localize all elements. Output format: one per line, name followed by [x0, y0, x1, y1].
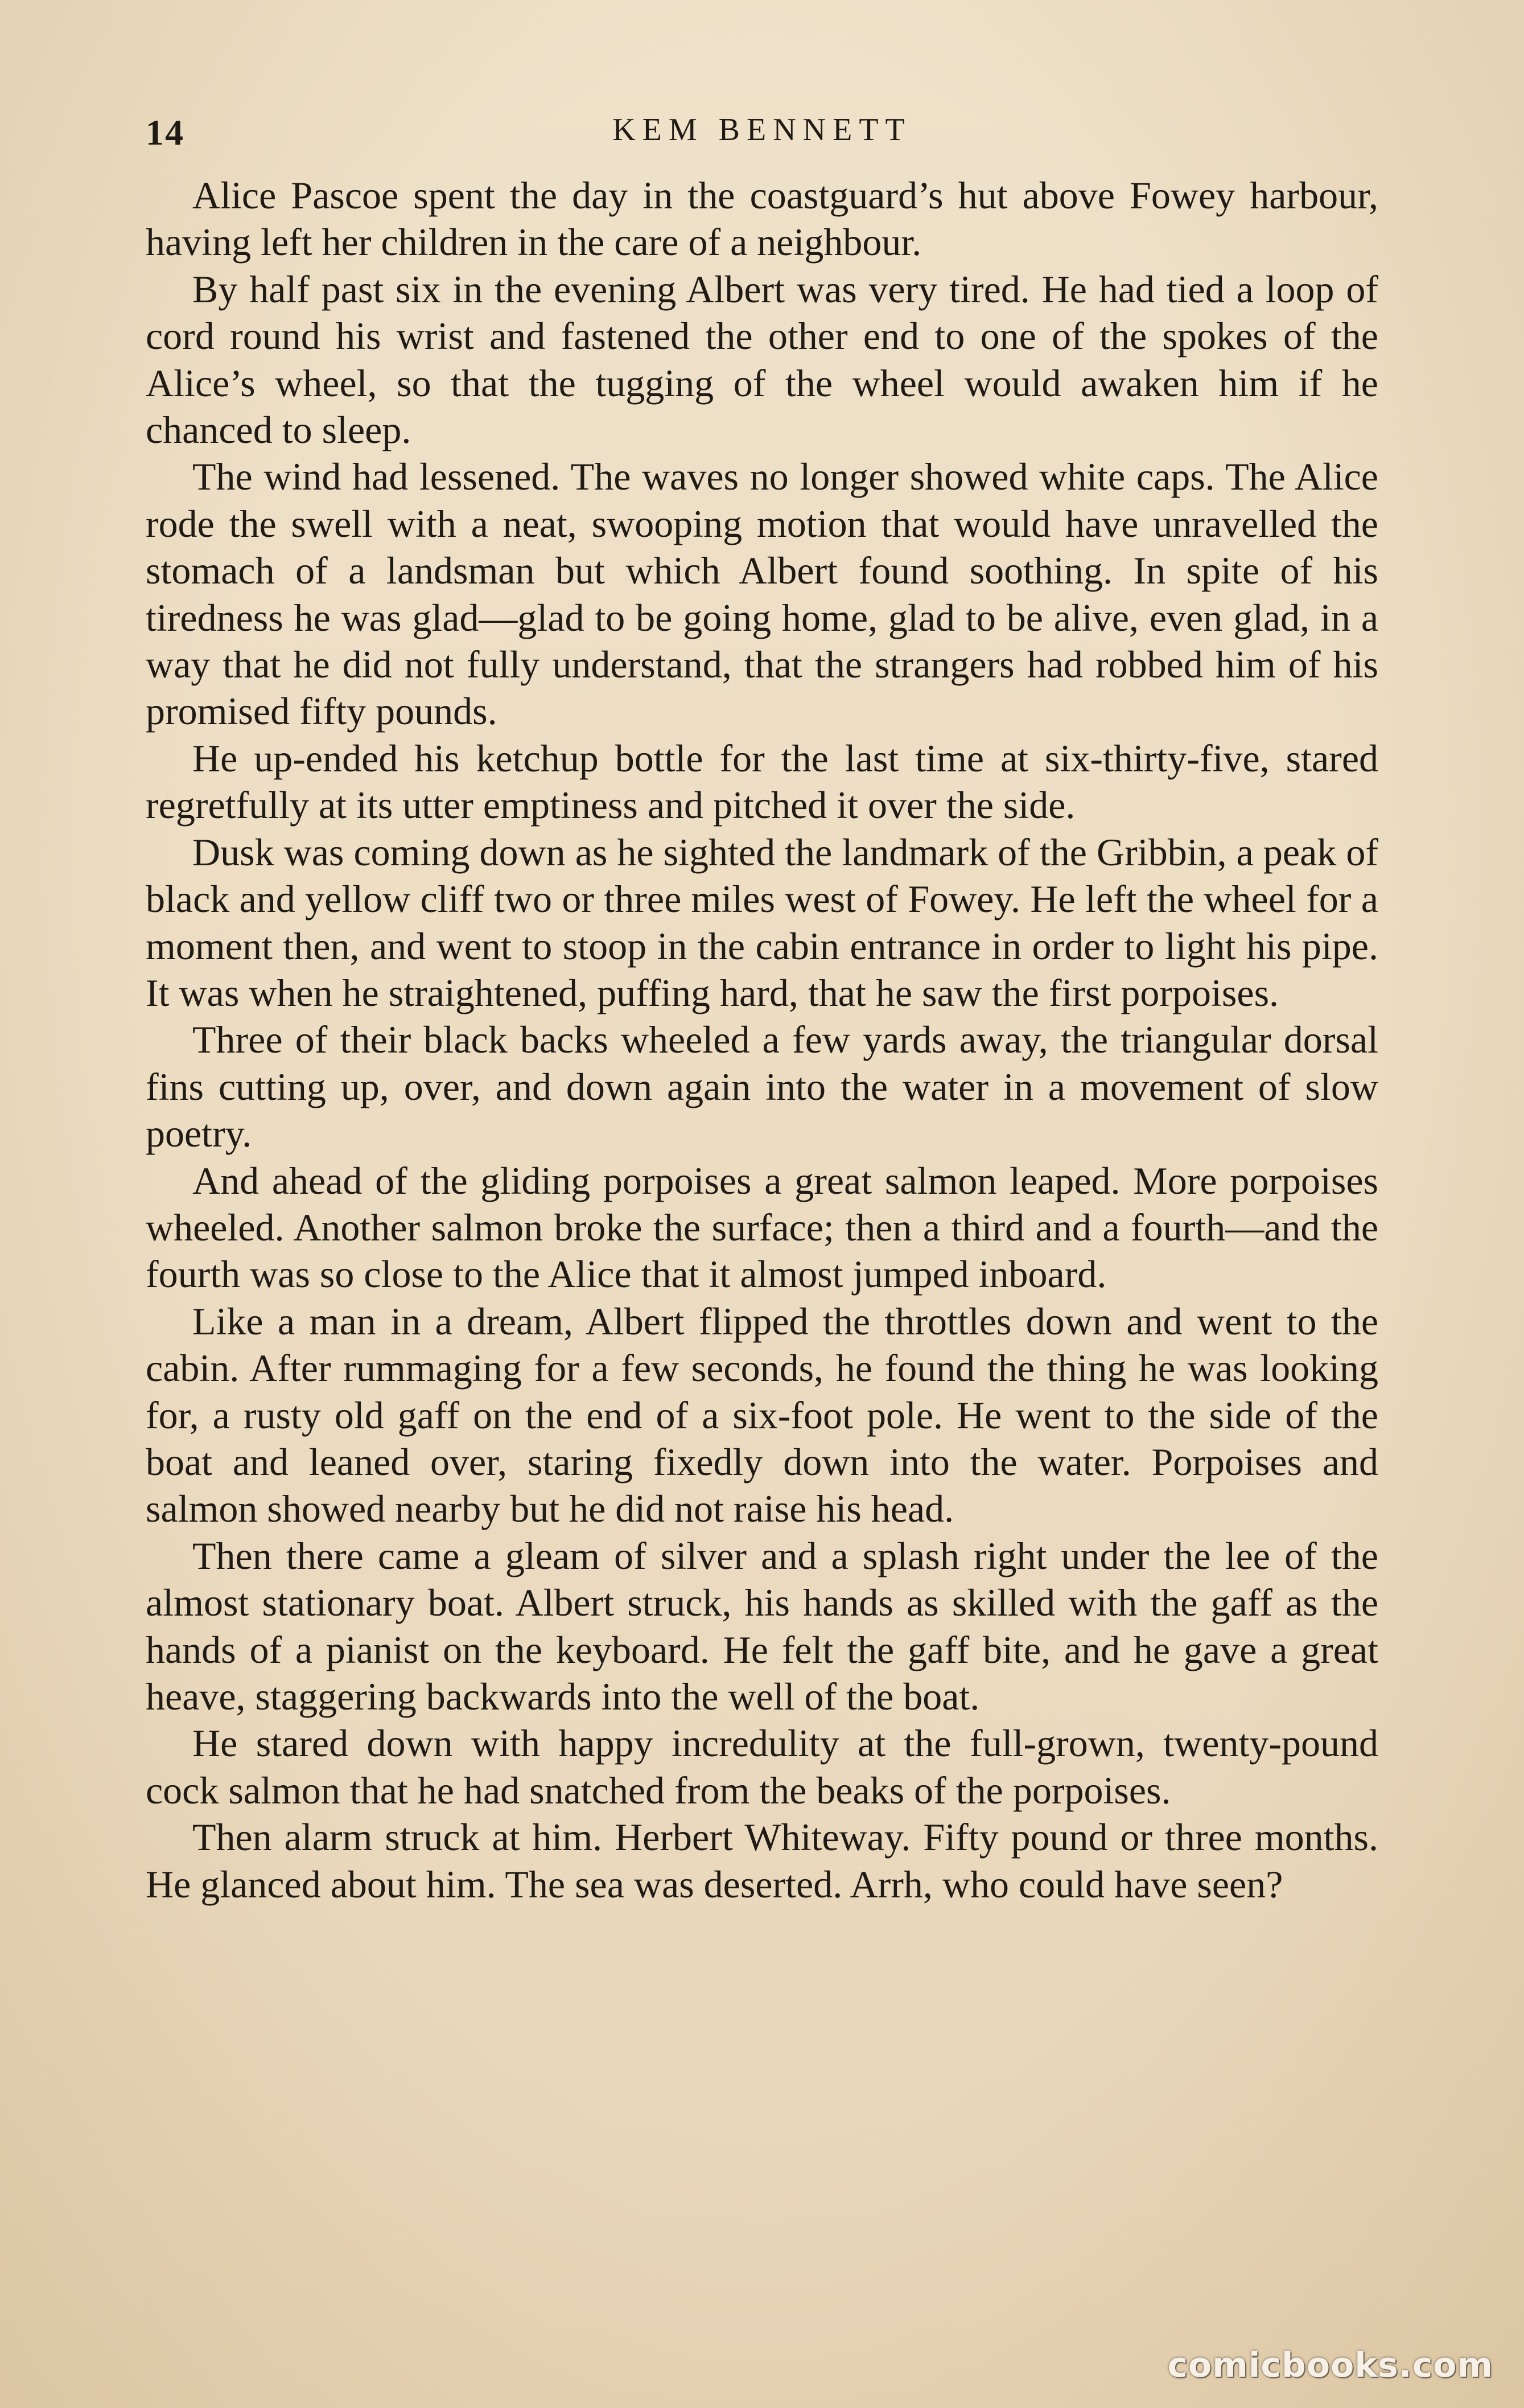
- paragraph: Dusk was coming down as he sighted the landmark of the Gribbin, a peak of black and yellow cliff two or three miles west of Fowey. He left the wheel for a moment then, and went to stoop in the cabin entrance in order to light his pipe. It was when he straightened, puffing hard, that he saw the first porpoises.: [146, 830, 1378, 1014]
- paragraph: Like a man in a dream, Albert flipped the throttles down and went to the cabin. After rummaging for a few seconds, he found the thing he was looking for, a rusty old gaff on the end of a six-foot pole. He went to the side of the boat and leaned over, staring fixedly down into the water. Porpoises and salmon showed nearby but he did not raise his head.: [146, 1299, 1378, 1531]
- page-number: 14: [146, 112, 184, 153]
- paragraph: Three of their black backs wheeled a few yards away, the triangular dorsal fins cutting up, over, and down again into the water in a movement of slow poetry.: [146, 1018, 1378, 1156]
- paragraph: He stared down with happy incredulity at the full-grown, twenty-pound cock salmon that he had snatched from the beaks of the porpoises.: [146, 1721, 1378, 1812]
- paragraph: He up-ended his ketchup bottle for the last time at six-thirty-five, stared regretfully at its utter emptiness and pitched it over the side.: [146, 736, 1378, 827]
- paragraph: Then alarm struck at him. Herbert Whiteway. Fifty pound or three months. He glanced about him. The sea was deserted. Arrh, who could have seen?: [146, 1815, 1378, 1906]
- watermark: comicbooks.com: [1167, 2345, 1493, 2385]
- running-title: KEM BENNETT: [612, 112, 912, 147]
- body-text: [146, 172, 1378, 1908]
- paragraph: By half past six in the evening Albert was very tired. He had tied a loop of cord round his wrist and fastened the other end to one of the spokes of the Alice’s wheel, so that the tugging of the wheel would awaken him if he chanced to sleep.: [146, 267, 1378, 452]
- paragraph: And ahead of the gliding porpoises a great salmon leaped. More porpoises wheeled. Another salmon broke the surface; then a third and a fourth—and the fourth was so close to the Alice that it almost jumped inboard.: [146, 1158, 1378, 1296]
- paragraph: Alice Pascoe spent the day in the coastguard’s hut above Fowey harbour, having left her children in the care of a neighbour.: [146, 174, 1378, 264]
- paragraph: The wind had lessened. The waves no longer showed white caps. The Alice rode the swell with a neat, swooping motion that would have unravelled the stomach of a landsman but which Albert found soothing. In spite of his tiredness he was glad—glad to be going home, glad to be alive, even glad, in a way that he did not fully understand, that the strangers had robbed him of his promised fifty pounds.: [146, 455, 1378, 733]
- running-head: [146, 112, 1378, 163]
- paragraph: Then there came a gleam of silver and a splash right under the lee of the almost stationary boat. Albert struck, his hands as skilled with the gaff as the hands of a pianist on the keyboard. He felt the gaff bite, and he gave a great heave, staggering backwards into the well of the boat.: [146, 1534, 1378, 1718]
